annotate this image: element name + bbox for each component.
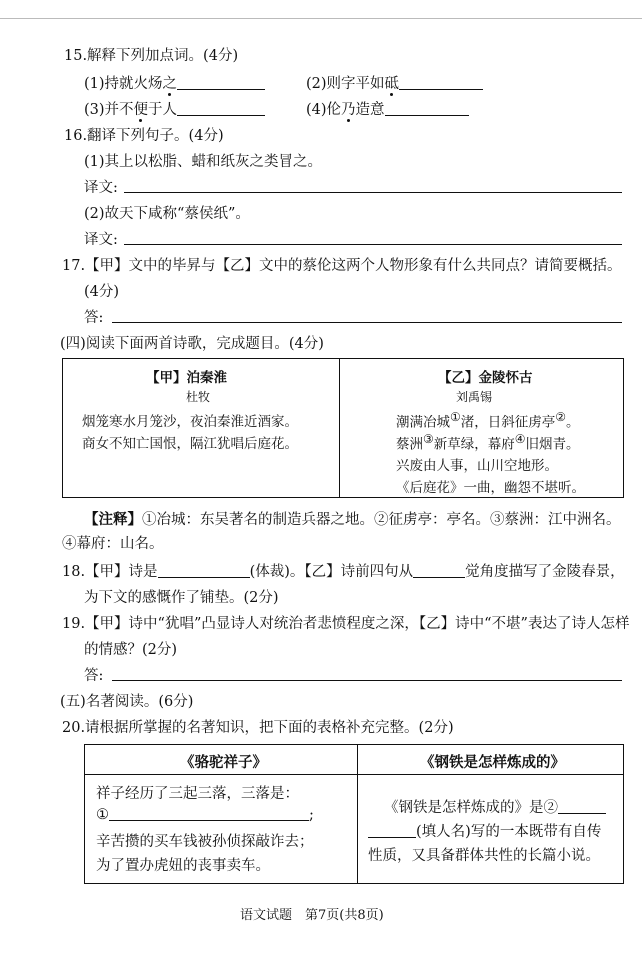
poem-notes-line-2: ④幕府：山名。: [62, 536, 164, 552]
answer-blank[interactable]: [368, 823, 416, 838]
q16-answer-line-1[interactable]: [124, 192, 622, 193]
answer-blank[interactable]: [399, 75, 483, 90]
q19-line-2: 的情感？(2分): [84, 642, 178, 658]
q20-col1-line-3: 辛苦攒的买车钱被孙侦探敲诈去；: [96, 834, 314, 850]
q15-item-3: (3)并不便于人: [84, 98, 265, 119]
q16-title: 16.翻译下列句子。(4分): [64, 128, 224, 144]
q20-col1-line-1: 祥子经历了三起三落，三落是：: [96, 786, 299, 802]
poem-table-divider: [339, 358, 340, 498]
q20-col2-line-1: 《钢铁是怎样炼成的》是②: [384, 796, 606, 817]
q19-da: 答:: [84, 668, 104, 684]
q20-col1-line-2: ① ;: [96, 807, 314, 823]
poem-b-line-3: 兴废由人事，山川空地形。: [396, 458, 558, 474]
q16-sentence-1: (1)其上以松脂、蜡和纸灰之类冒之。: [84, 154, 323, 170]
poem-b-line-2: 蔡洲③新草绿，幕府④旧烟青。: [396, 432, 580, 453]
poem-a-title: 【甲】泊秦淮: [146, 370, 227, 386]
poem-a-line-2: 商女不知亡国恨，隔江犹唱后庭花。: [82, 436, 298, 452]
answer-blank[interactable]: [558, 799, 606, 814]
poem-b-title: 【乙】金陵怀古: [438, 370, 533, 386]
q19-answer-line[interactable]: [112, 680, 622, 681]
q19-line-1: 19.【甲】诗中“犹唱”凸显诗人对统治者悲愤程度之深，【乙】诗中“不堪”表达了诗人怎样: [62, 616, 630, 632]
q20-col2-header: 《钢铁是怎样炼成的》: [420, 754, 565, 771]
q20-col2-line-2: (填人名)写的一本既带有自传: [368, 820, 601, 841]
poem-a-line-1: 烟笼寒水月笼沙，夜泊秦淮近酒家。: [82, 414, 298, 430]
note-label: 【注释】: [84, 511, 142, 528]
poem-b-author: 刘禹锡: [456, 390, 493, 404]
q20-header-divider: [84, 774, 624, 775]
q16-answer-line-2[interactable]: [124, 244, 622, 245]
poem-notes-line-1: 【注释】①冶城：东吴著名的制造兵器之地。②征虏亭：亭名。③蔡洲：江中洲名。: [84, 511, 621, 528]
q20-title: 20.请根据所掌握的名著知识，把下面的表格补充完整。(2分): [62, 720, 454, 736]
answer-blank[interactable]: [177, 75, 265, 90]
q16-yiwen-1: 译文:: [84, 180, 118, 196]
answer-blank[interactable]: [385, 101, 469, 116]
q15-item-1: (1)持就火炀之: [84, 72, 265, 93]
q15-item-4: (4)伦乃造意: [306, 98, 469, 119]
q20-col1-header: 《骆驼祥子》: [180, 754, 267, 771]
q20-col2-line-3: 性质，又具备群体共性的长篇小说。: [368, 848, 600, 864]
top-rule: [0, 18, 642, 19]
q17-answer-line[interactable]: [112, 322, 622, 323]
poem-a-author: 杜牧: [186, 390, 211, 404]
q17-da: 答:: [84, 310, 104, 326]
q15-title: 15.解释下列加点词。(4分): [64, 48, 239, 64]
q17-line-1: 17.【甲】文中的毕昇与【乙】文中的蔡伦这两个人物形象有什么共同点？请简要概括。: [62, 258, 622, 274]
q20-column-divider: [357, 744, 358, 884]
q16-sentence-2: (2)故天下咸称“蔡侯纸”。: [84, 206, 250, 222]
answer-blank[interactable]: [177, 101, 265, 116]
answer-blank[interactable]: [109, 806, 309, 821]
poem-b-line-1: 潮满冶城①渚，日斜征虏亭②。: [396, 410, 580, 431]
answer-blank[interactable]: [413, 563, 465, 578]
q17-line-2: (4分): [84, 284, 120, 300]
q16-yiwen-2: 译文:: [84, 232, 118, 248]
sec4-title: (四)阅读下面两首诗歌，完成题目。(4分): [60, 336, 324, 352]
q18-line-2: 为下文的感慨作了铺垫。(2分): [84, 590, 279, 606]
q15-item-2: (2)则字平如砥: [306, 72, 483, 93]
q18-line-1: 18.【甲】诗是 (体裁)。【乙】诗前四句从 觉角度描写了金陵春景，: [62, 564, 625, 580]
q20-col1-line-4: 为了置办虎妞的丧事卖车。: [96, 858, 270, 874]
page-footer: 语文试题 第7页(共8页): [240, 908, 384, 923]
answer-blank[interactable]: [158, 563, 250, 578]
sec5-title: (五)名著阅读。(6分): [60, 694, 194, 710]
poem-b-line-4: 《后庭花》一曲，幽怨不堪听。: [396, 480, 585, 496]
